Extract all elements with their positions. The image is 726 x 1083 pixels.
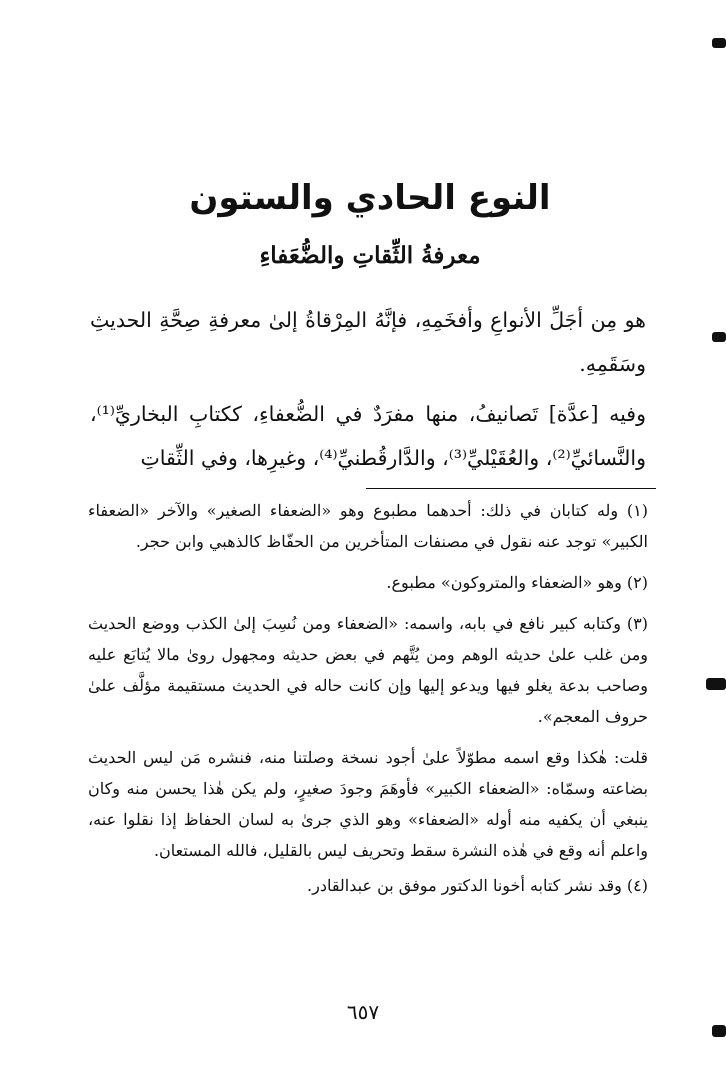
footnote-1: (١) وله كتابان في ذلك: أحدهما مطبوع وهو «الضعفاء الصغير» والآخر «الضعفاء الكبير» توجد عنه نقول في مصنفات المتأخرين من الحفّاظ كالذهبي وابن حجر. [88,501,648,551]
footnote-2: (٢) وهو «الضعفاء والمتروكون» مطبوع. [386,573,648,592]
footnote-3-note: قلت: هٰكذا وقع اسمه مطوّلاً علىٰ أجود نسخة وصلتنا منه، فنشره مَن ليس الحديث بضاعته وسمّاه: «الضعفاء الكبير» فأوهَمَ وجودَ صغيرٍ، ولم يكن هٰذا يحسن منه وكان ينبغي أن يكفيه منه أوله «الضعفاء» وهو الذي جرىٰ به لسان الحفاظ إذا نقلوا عنه، واعلم أنه وقع في هٰذه النشرة سقط وتحريف ليس بالقليل، فالله المستعان. [88,748,648,860]
footnote-separator [366,488,656,489]
scan-edge-mark-middle-upper [712,332,726,342]
scan-edge-mark-middle [706,678,726,690]
footnote-3: (٣) وكتابه كبير نافع في بابه، واسمه: «الضعفاء ومن نُسِبَ إلىٰ الكذب ووضع الحديث ومن غلب علىٰ حديثه الوهم ومن يُتَّهم في بعض حديثه ومجهول روىٰ مالا يُتابَع عليه وصاحب بدعة يغلو فيها ويدعو إليها وإن كانت حاله في الحديث مستقيمة مؤلَّف علىٰ حروف المعجم». [88,614,648,726]
chapter-title: النوع الحادي والستون [189,178,551,218]
chapter-subtitle: معرفةُ الثِّقاتِ والضُّعَفاءِ [259,242,481,269]
scan-edge-mark-bottom [712,1025,726,1037]
page-number: ٦٥٧ [346,1000,380,1024]
footnote-4: (٤) وقد نشر كتابه أخونا الدكتور موفق بن عبدالقادر. [307,876,648,895]
scan-edge-mark-top [712,38,726,48]
footnotes [88,495,648,911]
body-paragraph-1: هو مِن أجَلِّ الأنواعِ وأفخَمِهِ، فإنَّهُ المِرْقاةُ إلىٰ معرفةِ صِحَّةِ الحديثِ وسَقَمِهِ. [90,308,646,376]
body-paragraph-2: وفيه [عدَّة] تَصانيفُ، منها مفرَدٌ في الضُّعفاءِ، ككتابِ البخاريِّ⁽¹⁾، والنَّسائيِّ⁽²⁾، والعُقَيْليِّ⁽³⁾، والدَّارقُطنيِّ⁽⁴⁾، وغيرِها، وفي الثِّقاتِ [90,402,646,470]
